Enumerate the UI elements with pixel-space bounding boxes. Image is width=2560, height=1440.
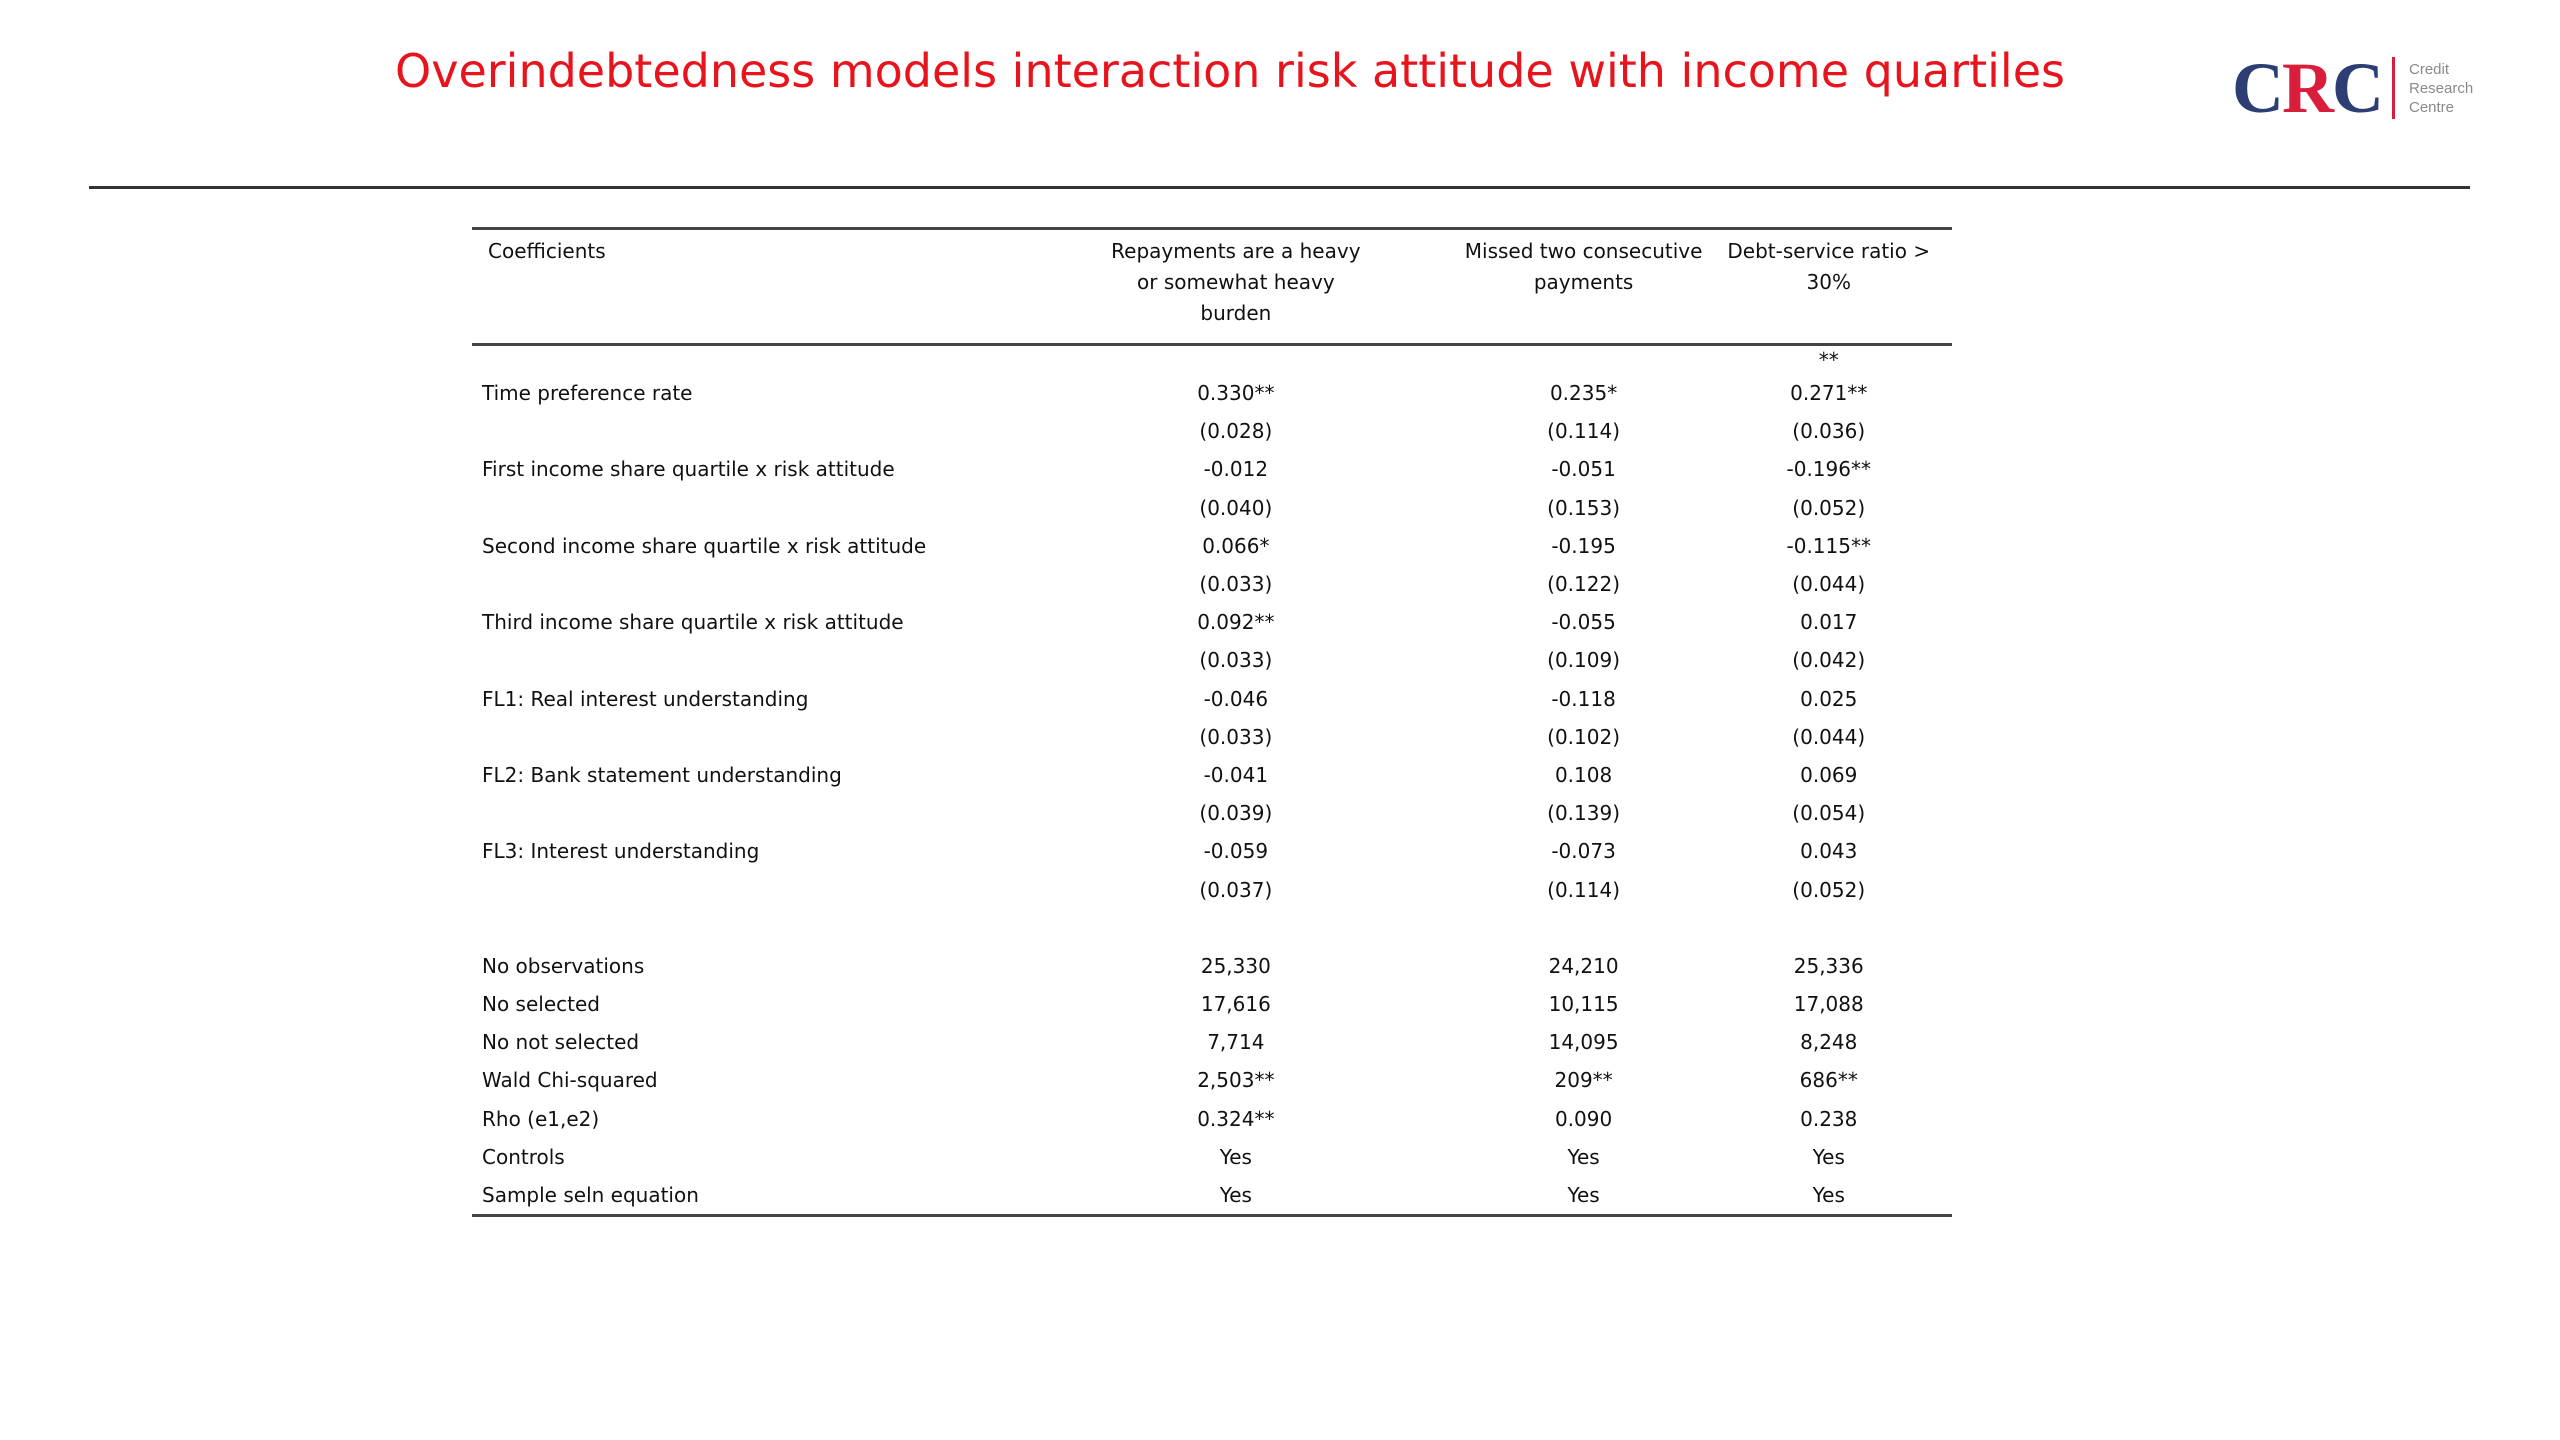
table-cell (1010, 345, 1462, 375)
row-label: Controls (482, 1144, 565, 1169)
logo-letter-c1: C (2232, 48, 2282, 128)
table-cell: 7,714 (1207, 1030, 1265, 1055)
crc-logo (2232, 48, 2474, 128)
table-cell: Yes (1567, 1144, 1600, 1169)
row-label: FL2: Bank statement understanding (482, 763, 842, 788)
table-cell: (0.036) (1792, 419, 1866, 444)
table-body (472, 345, 1952, 1216)
table-cell: (0.028) (1199, 419, 1273, 444)
table-cell: (0.040) (1199, 495, 1273, 520)
table-cell: -0.041 (1203, 763, 1269, 788)
table-cell: -0.055 (1551, 610, 1616, 635)
logo-mark (2232, 48, 2382, 128)
logo-letter-r: R (2282, 48, 2332, 128)
table-cell: 0.235* (1549, 381, 1618, 405)
row-label: No observations (482, 953, 645, 978)
table-cell: 0.271** (1790, 381, 1868, 405)
table-cell: (0.122) (1547, 572, 1621, 597)
header-line: Missed two consecutive (1464, 239, 1703, 263)
table-cell: 0.108 (1554, 763, 1613, 788)
table-cell: (0.114) (1547, 419, 1621, 444)
table-cell: (0.139) (1547, 801, 1621, 826)
table-cell: 209** (1554, 1068, 1613, 1093)
coefficient-row (472, 756, 1952, 794)
table-cell: (0.052) (1792, 495, 1866, 520)
table-cell: (0.102) (1547, 724, 1621, 749)
table-cell (472, 909, 1010, 947)
table-cell: 24,210 (1548, 953, 1619, 978)
coefficient-row (472, 680, 1952, 718)
row-label (472, 641, 1010, 679)
significance-note-row (472, 345, 1952, 375)
table-cell: (0.033) (1199, 724, 1273, 749)
table-cell: 0.238 (1800, 1106, 1858, 1131)
table-cell: 0.092** (1197, 610, 1275, 635)
table-cell: (0.114) (1547, 877, 1621, 902)
logo-text-line: Research (2409, 79, 2474, 97)
row-label: FL3: Interest understanding (482, 839, 760, 864)
row-label: FL1: Real interest understanding (482, 686, 809, 711)
header-line: payments (1533, 270, 1634, 294)
table-header (472, 229, 1952, 345)
standard-error-row (472, 871, 1952, 909)
header-divider (89, 186, 2470, 189)
coefficient-row (472, 374, 1952, 412)
spacer-row (472, 909, 1952, 947)
table-cell: (0.042) (1792, 648, 1866, 673)
table-cell: 25,336 (1793, 953, 1864, 978)
row-label (472, 565, 1010, 603)
table-cell: -0.118 (1551, 686, 1616, 711)
table-cell: -0.195 (1551, 533, 1616, 558)
table-cell: (0.052) (1792, 877, 1866, 902)
table-cell: -0.046 (1203, 686, 1269, 711)
coefficient-row (472, 527, 1952, 565)
table-cell: 10,115 (1548, 992, 1619, 1017)
table-cell: Yes (1219, 1144, 1252, 1169)
table-cell: (0.039) (1199, 801, 1273, 826)
table-cell: (0.033) (1199, 648, 1273, 673)
table-cell: -0.051 (1551, 457, 1616, 482)
table-cell: (0.109) (1547, 648, 1621, 673)
header-line: Debt-service ratio > 30% (1727, 239, 1931, 294)
row-label: Rho (e1,e2) (482, 1106, 600, 1131)
regression-table-wrapper (472, 227, 1952, 1217)
table-cell: (0.054) (1792, 801, 1866, 826)
table-cell: -0.059 (1203, 839, 1269, 864)
standard-error-row (472, 412, 1952, 450)
standard-error-row (472, 794, 1952, 832)
table-cell: -0.012 (1203, 457, 1269, 482)
table-cell: 14,095 (1548, 1030, 1619, 1055)
table-cell: Yes (1567, 1183, 1600, 1208)
table-cell: Yes (1812, 1144, 1845, 1169)
header-coefficients: Coefficients (488, 239, 606, 263)
row-label: No not selected (482, 1030, 640, 1055)
logo-text (2409, 60, 2473, 117)
table-cell: (0.044) (1792, 572, 1866, 597)
header-col-repayments (1010, 229, 1462, 345)
table-cell: -0.196** (1786, 457, 1871, 482)
table-cell (1010, 909, 1462, 947)
table-cell (1462, 909, 1706, 947)
row-label (472, 794, 1010, 832)
table-cell: (0.033) (1199, 572, 1273, 597)
row-label (472, 489, 1010, 527)
table-cell: 8,248 (1800, 1030, 1858, 1055)
logo-letter-c2: C (2332, 48, 2382, 128)
header-row (472, 229, 1952, 345)
coefficient-row (472, 832, 1952, 870)
statistic-row (472, 985, 1952, 1023)
table-cell: 17,616 (1200, 992, 1271, 1017)
table-cell: 0.330** (1197, 381, 1275, 405)
statistic-row (472, 947, 1952, 985)
row-label (472, 718, 1010, 756)
coefficient-row (472, 603, 1952, 641)
table-cell: 17,088 (1793, 992, 1864, 1017)
standard-error-row (472, 641, 1952, 679)
row-label: Second income share quartile x risk attitude (482, 533, 927, 558)
standard-error-row (472, 718, 1952, 756)
table-cell: 0.025 (1800, 686, 1858, 711)
standard-error-row (472, 489, 1952, 527)
table-cell: ** (1818, 348, 1839, 372)
row-label: First income share quartile x risk attitude (482, 457, 895, 482)
row-label: Time preference rate (482, 381, 693, 405)
statistic-row (472, 1138, 1952, 1176)
table-cell: 0.069 (1800, 763, 1858, 788)
logo-divider (2392, 57, 2395, 119)
table-cell: -0.115** (1786, 533, 1871, 558)
regression-table (472, 227, 1952, 1217)
table-cell: (0.037) (1199, 877, 1273, 902)
table-cell: (0.044) (1792, 724, 1866, 749)
row-label: Third income share quartile x risk attitude (482, 610, 904, 635)
header-col-debt-service (1705, 229, 1952, 345)
standard-error-row (472, 565, 1952, 603)
table-cell: 0.066* (1202, 533, 1270, 558)
table-cell (472, 345, 1010, 375)
row-label: Sample seln equation (482, 1183, 699, 1208)
logo-text-line: Credit (2409, 60, 2450, 78)
logo-text-line: Centre (2409, 98, 2455, 116)
statistic-row (472, 1023, 1952, 1061)
row-label: No selected (482, 992, 600, 1017)
statistic-row (472, 1100, 1952, 1138)
table-cell: -0.073 (1551, 839, 1616, 864)
header-line: Repayments are a heavy (1111, 239, 1361, 263)
table-cell: 2,503** (1197, 1068, 1275, 1093)
slide-title: Overindebtedness models interaction risk attitude with income quartiles (395, 44, 2065, 98)
row-label: Wald Chi-squared (482, 1068, 658, 1093)
table-cell: Yes (1219, 1183, 1252, 1208)
table-cell: (0.153) (1547, 495, 1621, 520)
table-cell: 686** (1799, 1068, 1858, 1093)
header-line: burden (1200, 301, 1272, 325)
table-cell: Yes (1812, 1183, 1845, 1208)
row-label (472, 871, 1010, 909)
header-line: or somewhat heavy (1137, 270, 1335, 294)
coefficient-row (472, 450, 1952, 488)
header-col-missed-payments (1462, 229, 1706, 345)
table-cell (1705, 909, 1952, 947)
table-cell: 0.090 (1554, 1106, 1613, 1131)
table-cell: 25,330 (1200, 953, 1271, 978)
table-cell (1462, 345, 1706, 375)
row-label (472, 412, 1010, 450)
statistic-row (472, 1061, 1952, 1099)
statistic-row (472, 1176, 1952, 1216)
table-cell: 0.043 (1800, 839, 1858, 864)
table-cell: 0.324** (1197, 1106, 1275, 1131)
table-cell: 0.017 (1800, 610, 1858, 635)
